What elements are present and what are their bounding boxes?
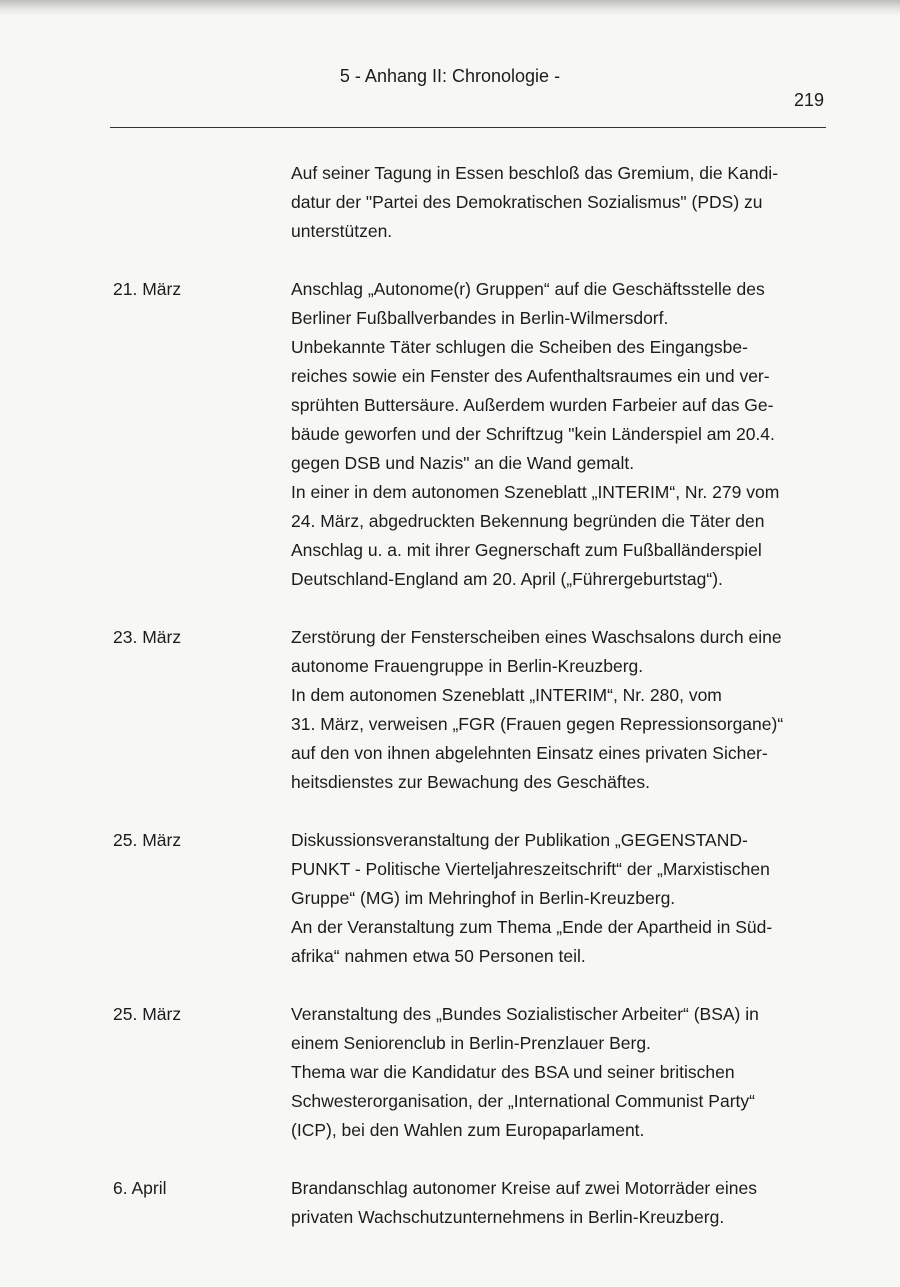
text-line: Unbekannte Täter schlugen die Scheiben des Eingangsbe-: [291, 337, 748, 357]
text-line: Anschlag u. a. mit ihrer Gegnerschaft zum Fußballänderspiel: [291, 540, 762, 560]
entry-date: 25. März: [113, 830, 182, 850]
text-line: privaten Wachschutzunternehmens in Berlin-Kreuzberg.: [291, 1207, 725, 1227]
text-line: bäude geworfen und der Schriftzug "kein Länderspiel am 20.4.: [291, 424, 775, 444]
text-line: heitsdienstes zur Bewachung des Geschäftes.: [291, 772, 650, 792]
chronology-entry: [113, 159, 824, 246]
text-line: einem Seniorenclub in Berlin-Prenzlauer Berg.: [291, 1033, 651, 1053]
text-line: reiches sowie ein Fenster des Aufenthaltsraumes ein und ver-: [291, 366, 770, 386]
chronology-list: [113, 159, 824, 1261]
text-line: Auf seiner Tagung in Essen beschloß das Gremium, die Kandi-: [291, 163, 779, 183]
entry-date: [113, 159, 291, 246]
text-line: Schwesterorganisation, der „International Communist Party“: [291, 1091, 755, 1111]
entry-date: 23. März: [113, 627, 182, 647]
text-line: auf den von ihnen abgelehnten Einsatz eines privaten Sicher-: [291, 743, 768, 763]
text-line: unterstützen.: [291, 221, 393, 241]
entry-text: [291, 826, 824, 971]
chronology-entry: [113, 826, 824, 971]
text-line: An der Veranstaltung zum Thema „Ende der Apartheid in Süd-: [291, 917, 773, 937]
chronology-entry: [113, 1000, 824, 1145]
text-line: autonome Frauengruppe in Berlin-Kreuzberg.: [291, 656, 644, 676]
text-line: In einer in dem autonomen Szeneblatt „INTERIM“, Nr. 279 vom: [291, 482, 780, 502]
text-line: Anschlag „Autonome(r) Gruppen“ auf die Geschäftsstelle des: [291, 279, 765, 299]
chronology-entry: [113, 1174, 824, 1232]
entry-text: [291, 275, 824, 594]
text-line: afrika“ nahmen etwa 50 Personen teil.: [291, 946, 586, 966]
page-header-title: 5 - Anhang II: Chronologie -: [339, 66, 561, 86]
text-line: Thema war die Kandidatur des BSA und seiner britischen: [291, 1062, 735, 1082]
text-line: (ICP), bei den Wahlen zum Europaparlament.: [291, 1120, 645, 1140]
text-line: Deutschland-England am 20. April („Führergeburtstag“).: [291, 569, 723, 589]
text-line: In dem autonomen Szeneblatt „INTERIM“, Nr. 280, vom: [291, 685, 722, 705]
text-line: Brandanschlag autonomer Kreise auf zwei Motorräder eines: [291, 1178, 757, 1198]
entry-date: 25. März: [113, 1004, 182, 1024]
entry-text: [291, 1000, 824, 1145]
text-line: PUNKT - Politische Vierteljahreszeitschrift“ der „Marxistischen: [291, 859, 770, 879]
text-line: Diskussionsveranstaltung der Publikation „GEGENSTAND-: [291, 830, 748, 850]
entry-text: [291, 623, 824, 797]
text-line: Veranstaltung des „Bundes Sozialistischer Arbeiter“ (BSA) in: [291, 1004, 759, 1024]
entry-date: 21. März: [113, 279, 182, 299]
text-line: datur der "Partei des Demokratischen Sozialismus" (PDS) zu: [291, 192, 763, 212]
text-line: 24. März, abgedruckten Bekennung begründen die Täter den: [291, 511, 765, 531]
text-line: 31. März, verweisen „FGR (Frauen gegen Repressionsorgane)“: [291, 714, 784, 734]
chronology-entry: [113, 623, 824, 797]
text-line: Berliner Fußballverbandes in Berlin-Wilmersdorf.: [291, 308, 669, 328]
page-number: 219: [793, 90, 824, 110]
entry-date: 6. April: [113, 1178, 167, 1198]
text-line: sprühten Buttersäure. Außerdem wurden Farbeier auf das Ge-: [291, 395, 774, 415]
text-line: Gruppe“ (MG) im Mehringhof in Berlin-Kreuzberg.: [291, 888, 676, 908]
text-line: Zerstörung der Fensterscheiben eines Waschsalons durch eine: [291, 627, 782, 647]
header-divider: [110, 127, 826, 128]
entry-text: [291, 1174, 824, 1232]
chronology-entry: [113, 275, 824, 594]
text-line: gegen DSB und Nazis" an die Wand gemalt.: [291, 453, 635, 473]
entry-text: [291, 159, 824, 246]
scan-edge: [0, 0, 900, 16]
